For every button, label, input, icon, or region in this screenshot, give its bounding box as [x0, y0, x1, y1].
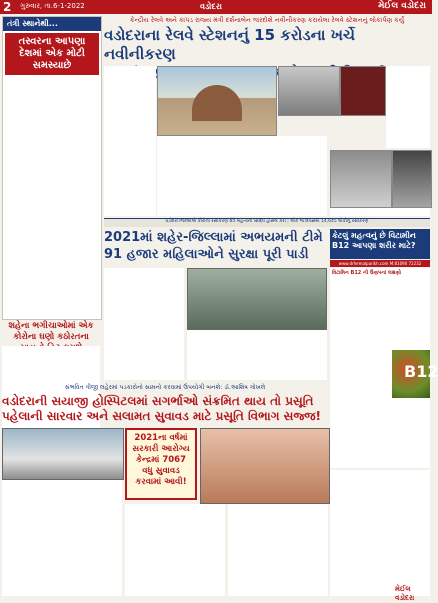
inauguration-plaque-photo	[340, 66, 386, 116]
hospital-body-2	[125, 504, 225, 596]
left-story-headline: શહેના ભગીચાઓમાં એક કોરોના ઘણો કઠોરતના	[8, 321, 94, 342]
city-label: વડોદરા	[200, 2, 222, 11]
station-story-column-1	[104, 66, 156, 216]
deliveries-highlight-box: 2021ના વર્ષમાં સરકારી આરોગ્ય કેન્દ્રમાં 7067 વધુ સુવાવડ કરવામાં આવી!	[125, 428, 197, 500]
top-header-bar	[0, 0, 432, 14]
vitamin-headline: કેટલું મહત્વનું છે વિટામીન B12 આપણા શરીર માટે?	[330, 229, 430, 259]
sayaji-hospital-photo	[2, 428, 124, 480]
station-corridor-photo	[392, 150, 432, 208]
editorial-column	[2, 16, 102, 320]
hospital-headline	[2, 394, 328, 424]
station-kicker: કેન્દ્રીય રેલવે અને કાપડ રાજ્ય મંત્રી દર્શનાબેન જરદોશે નવીનીકરણ કરાયેલા રેલવે સ્ટેશનનું લોકાર્પણ કર્યું	[129, 16, 405, 24]
women-safety-headline-line-1: 2021માં શહેર-જિલ્લામાં અભયમની ટીમે	[104, 230, 323, 245]
women-safety-body-1	[104, 268, 184, 380]
hospital-headline-line-2: પહેલાની સારવાર અને સલામત સુવાવડ માટે પ્રસૂતિ વિભાગ સજ્જ!	[2, 409, 322, 423]
hospital-body-3	[228, 504, 328, 596]
doctor-contact-line: www.drhemalparikh.com M:81090 72232	[330, 260, 430, 267]
hospital-kicker: સંભવિત ત્રીજી લહેરમાં પડકારોનો સામનો કરવામાં ઉપયોગી બનશે: ડૉ.આશિષ ગોખલે	[64, 384, 266, 391]
station-arch	[192, 85, 242, 121]
station-hall-photo	[330, 150, 392, 208]
station-story-caption	[330, 208, 430, 216]
station-story-column-3	[386, 66, 430, 148]
hospital-headline-line-1: વડોદરાની સયાજી હોસ્પિટલમાં સગર્ભાઓ સંક્રમિત થાય તો પ્રસૂતિ	[2, 394, 314, 408]
vaccination-banner-text: વડોદરા જિલ્લાએ કોરોના રસીકરણ ક્ષેત્રે મહત્વની સિદ્ધિ હાંસલ કરી ; એક જ દિવસમાં 14,645 લોકોનું રસીકરણ	[165, 219, 369, 224]
station-interior-photo	[278, 66, 340, 116]
newspaper-brand: મેઈલ વડોદરા	[378, 1, 426, 11]
station-headline-line-1: વડોદરાના રેલવે સ્ટેશનનું 15 કરોડના ખર્ચે નવીનીકરણ	[104, 26, 356, 63]
station-story-column-2	[157, 136, 327, 216]
women-safety-headline	[104, 229, 330, 263]
footer-brand: મેઈલ વડોદરા	[395, 585, 415, 602]
page-number: 2	[3, 0, 12, 14]
mother-newborn-photo	[200, 428, 330, 504]
women-safety-body-2	[187, 330, 327, 380]
station-facade-photo	[157, 66, 277, 136]
vitamin-body-continued	[330, 470, 430, 596]
women-safety-headline-line-2: 91 હજાર મહિલાઓને સુરક્ષા પૂરી પાડી	[104, 247, 309, 262]
abhayam-team-photo	[187, 268, 327, 330]
editorial-section-label: તંત્રી સ્થાનેથી...	[3, 17, 101, 31]
date-line: ગુરુવાર, તા.6-1-2022	[20, 2, 85, 10]
vitamin-subhead: વિટામિન B12 ની ઉણપનાં લક્ષણો	[332, 270, 402, 276]
hospital-body-1	[2, 480, 122, 596]
editorial-title: તસ્વરના આપણા દેશમાં એક મોટી સમસ્યાછે	[5, 33, 99, 75]
b12-badge: B12	[404, 362, 438, 381]
